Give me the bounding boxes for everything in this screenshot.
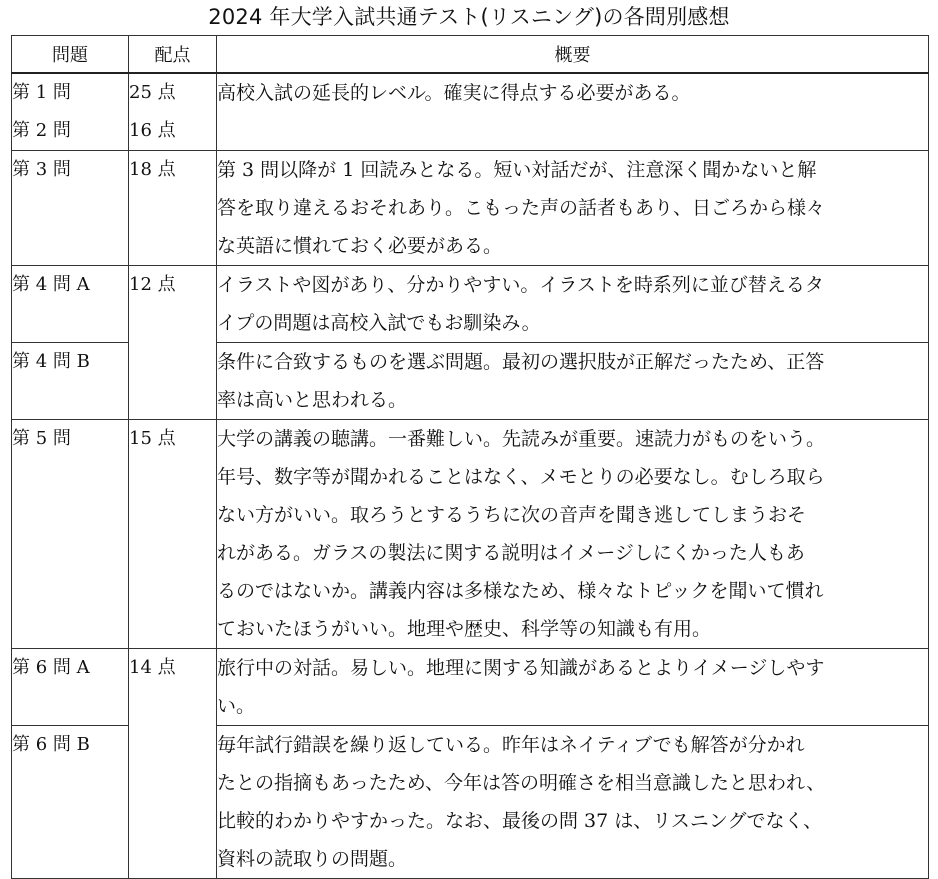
table-row — [12, 151, 929, 266]
question-label: 第 4 問 B — [12, 351, 90, 372]
question-label: 第 3 問 — [12, 159, 71, 180]
summary-line: 年号、数字等が聞かれることはなく、メモとりの必要なし。むしろ取ら — [217, 466, 825, 488]
points-cell — [129, 73, 217, 151]
summary-line: ておいたほうがいい。地理や歴史、科学等の知識も有用。 — [217, 618, 712, 640]
summary-line: 旅行中の対話。易しい。地理に関する知識があるとよりイメージしやす — [217, 657, 825, 679]
summary-cell — [217, 151, 929, 266]
summary-line: 毎年試行錯誤を繰り返している。昨年はネイティブでも解答が分かれ — [217, 734, 805, 756]
question-label: 第 4 問 A — [12, 274, 90, 295]
summary-line: イプの問題は高校入試でもお馴染み。 — [217, 312, 541, 334]
page-title: 2024 年大学入試共通テスト(リスニング)の各問別感想 — [208, 5, 730, 29]
summary-line: たとの指摘もあったため、今年は答の明確さを相当意識したと思われ、 — [217, 772, 826, 794]
question-cell — [12, 73, 129, 151]
summary-line: な英語に慣れておく必要がある。 — [217, 235, 503, 257]
summary-cell — [217, 73, 929, 151]
summary-line: 高校入試の延長的レベル。確実に得点する必要がある。 — [217, 82, 691, 104]
question-cell — [12, 151, 129, 266]
summary-line: イラストや図があり、分かりやすい。イラストを時系列に並び替えるタ — [217, 274, 824, 296]
question-cell — [12, 266, 129, 343]
summary-line: れがある。ガラスの製法に関する説明はイメージしにくかった人もあ — [217, 542, 805, 564]
summary-line: ない方がいい。取ろうとするうちに次の音声を聞き逃してしまうおそ — [217, 504, 807, 526]
summary-line: 比較的わかりやすかった。なお、最後の問 37 は、リスニングでなく、 — [217, 810, 823, 832]
question-label: 第 6 問 A — [12, 657, 90, 678]
points-value: 16 点 — [129, 120, 176, 141]
table-row — [12, 649, 929, 726]
summary-line: 大学の講義の聴講。一番難しい。先読みが重要。速読力がものをいう。 — [217, 428, 826, 450]
points-value: 18 点 — [129, 159, 176, 180]
header-question: 問題 — [12, 36, 129, 74]
points-value: 25 点 — [129, 82, 176, 103]
summary-line: 率は高いと思われる。 — [217, 389, 408, 411]
question-cell — [12, 420, 129, 649]
question-label: 第 2 問 — [12, 120, 71, 141]
points-cell — [129, 151, 217, 266]
question-cell — [12, 649, 129, 726]
summary-cell — [217, 420, 929, 649]
summary-line: るのではないか。講義内容は多様なため、様々なトピックを聞いて慣れ — [217, 580, 824, 602]
listening-review-table — [11, 35, 929, 879]
summary-line: 第 3 問以降が 1 回読みとなる。短い対話だが、注意深く聞かないと解 — [217, 159, 817, 181]
question-cell — [12, 726, 129, 879]
header-points: 配点 — [129, 36, 217, 74]
summary-line: 資料の読取りの問題。 — [217, 848, 408, 870]
summary-cell — [217, 726, 929, 879]
question-label: 第 1 問 — [12, 82, 71, 103]
question-label: 第 6 問 B — [12, 734, 90, 755]
points-value: 15 点 — [129, 428, 176, 449]
points-cell — [129, 649, 217, 879]
summary-line: 答を取り違えるおそれあり。こもった声の話者もあり、日ごろから様々 — [217, 197, 826, 219]
summary-cell — [217, 649, 929, 726]
question-cell — [12, 343, 129, 420]
points-value: 12 点 — [129, 274, 176, 295]
summary-cell — [217, 343, 929, 420]
table-row — [12, 73, 929, 151]
summary-line: 条件に合致するものを選ぶ問題。最初の選択肢が正解だったため、正答 — [217, 351, 825, 373]
table-row — [12, 266, 929, 343]
summary-cell — [217, 266, 929, 343]
summary-line: い。 — [217, 695, 256, 717]
points-cell — [129, 266, 217, 420]
table-row — [12, 420, 929, 649]
table-header-row — [12, 36, 929, 74]
points-cell — [129, 420, 217, 649]
header-summary: 概要 — [217, 36, 929, 74]
question-label: 第 5 問 — [12, 428, 71, 449]
points-value: 14 点 — [129, 657, 176, 678]
